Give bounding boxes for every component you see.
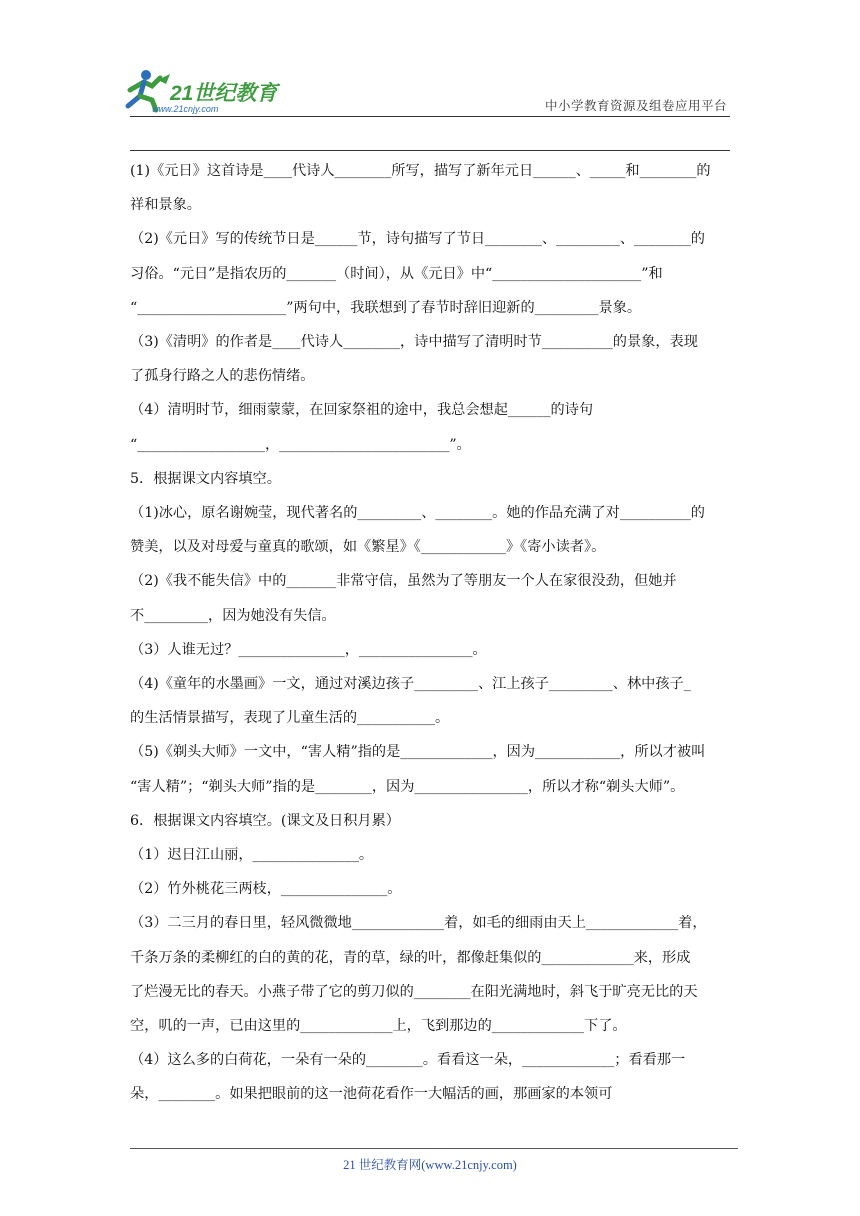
header-platform-text: 中小学教育资源及组卷应用平台 (544, 98, 727, 113)
text-line: 了烂漫无比的春天。小燕子带了它的剪刀似的________在阳光满地时，斜飞于旷亮无比的天 (130, 983, 698, 1000)
text-line: 千条万条的柔柳红的白的黄的花，青的草，绿的叶，都像赶集似的_____________来，形成 (130, 949, 691, 966)
text-line: （1）迟日江山丽，_______________。 (130, 847, 374, 864)
text-line: （3）二三月的春日里，轻风微微地_____________着，如毛的细雨由天上_____________着， (130, 915, 707, 932)
header-divider-secondary (130, 150, 730, 151)
text-line: 祥和景象。 (130, 197, 201, 214)
text-line: （1)冰心，原名谢婉莹，现代著名的_________、________。她的作品充满了对__________的 (130, 505, 705, 522)
text-line: （2）竹外桃花三两枝，_______________。 (130, 881, 402, 898)
text-line: （2)《我不能失信》中的_______非常守信，虽然为了等朋友一个人在家很没劲，但她并 (130, 573, 677, 590)
question-heading: 5．根据课文内容填空。 (130, 470, 281, 487)
text-line: 了孤身行路之人的悲伤情绪。 (130, 368, 315, 385)
text-line: （4）清明时节，细雨蒙蒙，在回家祭祖的途中，我总会想起______的诗句 (130, 402, 594, 419)
text-line: “害人精”；“剃头大师”指的是________，因为________________，所以才称“剃头大师”。 (130, 778, 685, 795)
text-line: 朵，________。如果把眼前的这一池荷花看作一大幅活的画，那画家的本领可 (130, 1086, 613, 1103)
text-line: （5)《剃头大师》一文中，“害人精”指的是_____________，因为____________，所以才被叫 (130, 744, 706, 761)
text-line: （4）这么多的白荷花，一朵有一朵的________。看看这一朵，_____________；看看那一 (130, 1052, 686, 1069)
document-body (130, 154, 730, 1112)
header-divider (130, 116, 730, 117)
text-line: （2)《元日》写的传统节日是______节，诗句描写了节日________、_________、________的 (130, 231, 705, 248)
text-line: “_____________________”两句中，我联想到了春节时辞旧迎新的_________景象。 (130, 299, 642, 316)
text-line: 不_________，因为她没有失信。 (130, 607, 336, 624)
text-line: （3）人谁无过？_______________，________________。 (130, 641, 487, 658)
logo-brand-text: 21世纪教育 (170, 82, 278, 105)
question-heading: 6．根据课文内容填空。(课文及日积月累） (130, 812, 400, 829)
text-line: “__________________，________________________”。 (130, 436, 471, 453)
text-line: （3)《清明》的作者是____代诗人________，诗中描写了清明时节__________的景象，表现 (130, 334, 698, 351)
site-logo (122, 66, 292, 118)
text-line: (1)《元日》这首诗是____代诗人________所写，描写了新年元日______、_____和________的 (130, 163, 711, 179)
text-line: 的生活情景描写，表现了儿童生活的___________。 (130, 710, 450, 727)
footer-divider (130, 1148, 738, 1149)
logo-url-text: www.21cnjy.com (152, 104, 219, 114)
text-line: 习俗。“元日”是指农历的_______（时间），从《元日》中“_____________________”和 (130, 265, 663, 282)
footer-text: 21 世纪教育网(www.21cnjy.com) (343, 1158, 517, 1172)
text-line: 赞美，以及对母爱与童真的歌颂，如《繁星》《____________》《寄小读者》。 (130, 539, 606, 556)
text-line: （4)《童年的水墨画》一文，通过对溪边孩子_________、江上孩子_________、林中孩子_ (130, 676, 691, 693)
text-line: 空，叽的一声，已由这里的_____________上，飞到那边的_____________下了。 (130, 1018, 627, 1035)
running-figure-logo-icon (122, 66, 292, 118)
